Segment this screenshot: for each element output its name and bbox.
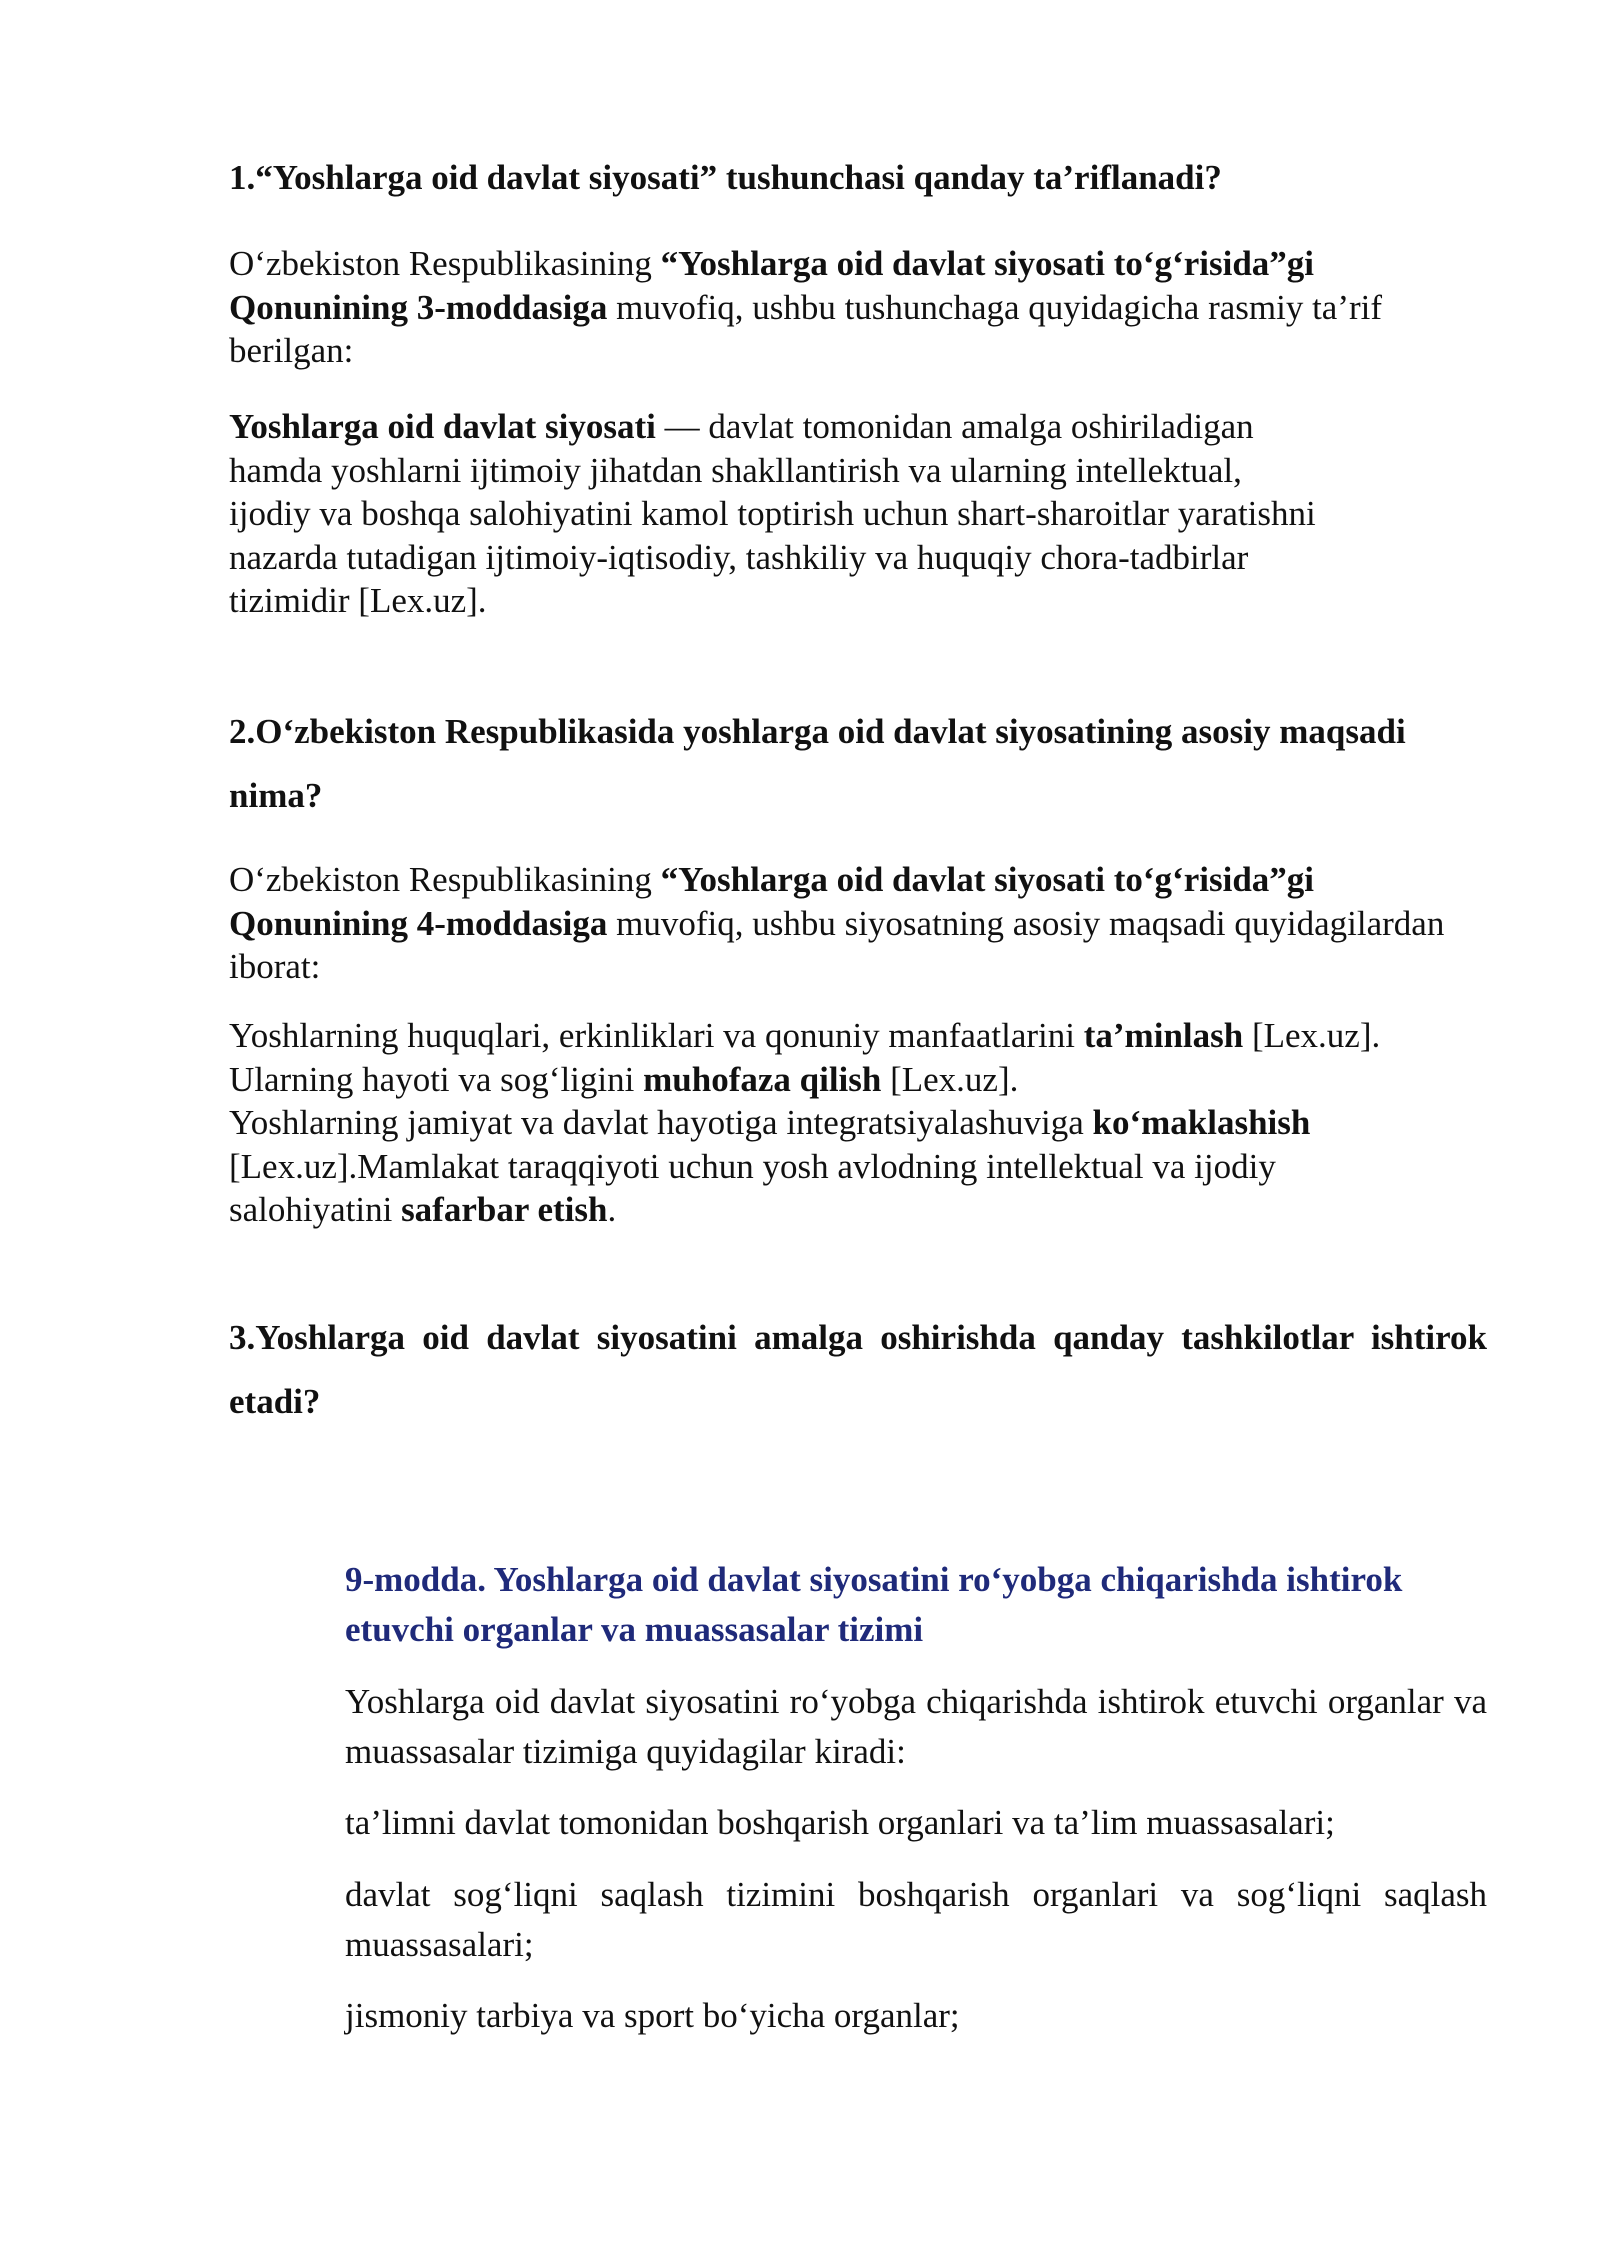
law-reference: “Yoshlarga oid davlat siyosati to‘g‘risida”gi Qonunining 4-moddasiga xyxy=(229,860,1315,943)
question-3-heading: 3.Yoshlarga oid davlat siyosatini amalga oshirishda qanday tashkilotlar ishtirok etadi? xyxy=(229,1318,1487,1421)
question-1-paragraph-1 xyxy=(229,242,1487,373)
text-span: salohiyatini xyxy=(229,1190,402,1229)
question-1-heading: 1.“Yoshlarga oid davlat siyosati” tushunchasi qanday ta’riflanadi? xyxy=(229,158,1222,197)
text-line: ijodiy va boshqa salohiyatini kamol toptirish uchun shart-sharoitlar yaratishni xyxy=(229,494,1316,533)
article-9-item: ta’limni davlat tomonidan boshqarish organlari va ta’lim muassasalari; xyxy=(345,1803,1335,1842)
question-2-goals xyxy=(229,1014,1487,1232)
text-line: tizimidir [Lex.uz]. xyxy=(229,581,487,620)
article-9-title: 9-modda. Yoshlarga oid davlat siyosatini ro‘yobga chiqarishda ishtirok etuvchi organlar va muassasalar tizimi xyxy=(345,1560,1403,1649)
goal-keyword: safarbar etish xyxy=(401,1190,608,1229)
article-9-item: jismoniy tarbiya va sport bo‘yicha organlar; xyxy=(345,1996,960,2035)
text-span: . xyxy=(607,1190,617,1229)
text-span: muvofiq, ushbu tushunchaga quyidagicha rasmiy ta’rif berilgan: xyxy=(229,287,1383,370)
goal-keyword: ta’minlash xyxy=(1083,1016,1244,1055)
question-2-paragraph-1 xyxy=(229,858,1487,989)
text-span: O‘zbekiston Respublikasining xyxy=(229,860,661,899)
text-line: [Lex.uz].Mamlakat taraqqiyoti uchun yosh avlodning intellektual va ijodiy xyxy=(229,1146,1276,1186)
text-span: Yoshlarning jamiyat va davlat hayotiga integratsiyalashuviga xyxy=(229,1103,1093,1142)
text-span: [Lex.uz]. xyxy=(1243,1016,1381,1055)
text-span: O‘zbekiston Respublikasining xyxy=(229,244,661,283)
law-reference: “Yoshlarga oid davlat siyosati to‘g‘risida”gi Qonunining 3-moddasiga xyxy=(229,244,1315,327)
question-2-heading: 2.O‘zbekiston Respublikasida yoshlarga oid davlat siyosatining asosiy maqsadi nima? xyxy=(229,712,1406,815)
definition-term: Yoshlarga oid davlat siyosati xyxy=(229,407,656,446)
text-span: [Lex.uz]. xyxy=(881,1059,1019,1099)
question-1-definition xyxy=(229,405,1487,623)
text-span: Ularning hayoti va sog‘ligini xyxy=(229,1059,644,1099)
article-9-item: davlat sog‘liqni saqlash tizimini boshqarish organlari va sog‘liqni saqlash muassasalari; xyxy=(345,1875,1487,1964)
article-9-intro: Yoshlarga oid davlat siyosatini ro‘yobga chiqarishda ishtirok etuvchi organlar va muassasalar tizimiga quyidagilar kiradi: xyxy=(345,1682,1487,1771)
text-line: nazarda tutadigan ijtimoiy-iqtisodiy, tashkiliy va huquqiy chora-tadbirlar xyxy=(229,537,1249,577)
text-span: muvofiq, ushbu siyosatning asosiy maqsadi quyidagilardan iborat: xyxy=(229,903,1445,986)
text-line: hamda yoshlarni ijtimoiy jihatdan shakllantirish va ularning intellektual, xyxy=(229,450,1242,490)
goal-keyword: ko‘maklashish xyxy=(1092,1103,1311,1142)
goal-keyword: muhofaza qilish xyxy=(643,1059,882,1099)
text-span: Yoshlarning huquqlari, erkinliklari va qonuniy manfaatlarini xyxy=(229,1016,1084,1055)
text-span: — davlat tomonidan amalga oshiriladigan xyxy=(655,407,1254,446)
